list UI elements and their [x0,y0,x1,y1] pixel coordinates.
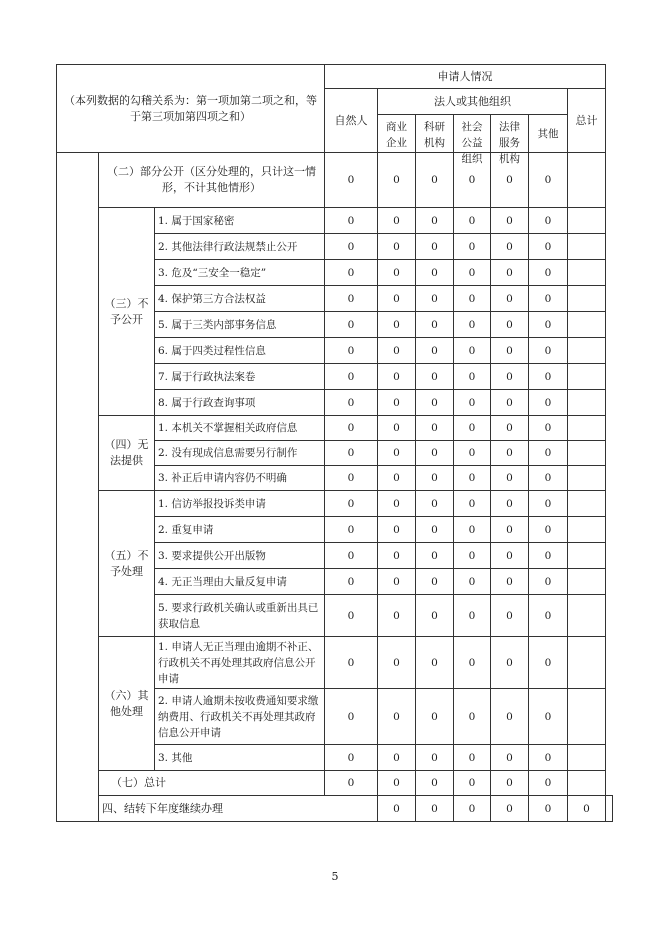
data-cell: 0 [454,771,491,796]
row-label: 3. 补正后申请内容仍不明确 [155,466,325,491]
data-cell: 0 [416,312,454,338]
data-cell: 0 [454,208,491,234]
data-cell: 0 [454,338,491,364]
data-cell: 0 [529,491,568,517]
data-cell: 0 [454,260,491,286]
data-cell: 0 [491,338,529,364]
data-cell: 0 [416,286,454,312]
data-cell: 0 [454,595,491,637]
data-cell [568,569,606,595]
data-cell: 0 [491,569,529,595]
data-cell: 0 [491,637,529,689]
commercial-header: 商业企业 [386,120,407,149]
data-cell: 0 [416,771,454,796]
data-cell: 0 [325,416,378,441]
data-cell [568,491,606,517]
data-cell [568,595,606,637]
data-cell: 0 [378,153,416,208]
data-cell [568,517,606,543]
data-cell: 0 [529,689,568,745]
data-cell: 0 [529,338,568,364]
data-cell: 0 [491,234,529,260]
data-cell: 0 [325,364,378,390]
data-cell: 0 [325,543,378,569]
data-cell: 0 [454,441,491,466]
data-cell: 0 [454,569,491,595]
data-cell: 0 [491,390,529,416]
data-cell: 0 [325,390,378,416]
data-cell: 0 [454,689,491,745]
carry-over-label: 四、结转下年度继续办理 [99,796,378,822]
data-cell: 0 [454,286,491,312]
data-cell: 0 [325,441,378,466]
data-cell [568,543,606,569]
row-label: 7. 属于行政执法案卷 [155,364,325,390]
row-label: 1. 信访举报投诉类申请 [155,491,325,517]
not-processed-label: （五）不予处理 [99,491,155,637]
data-cell [606,796,613,822]
natural-person-header: 自然人 [325,89,378,153]
data-cell [568,390,606,416]
row-label: 2. 没有现成信息需要另行制作 [155,441,325,466]
data-cell: 0 [529,796,568,822]
partial-disclosure-label: （二）部分公开（区分处理的，只计这一情形，不计其他情形） [99,153,325,208]
data-cell: 0 [529,771,568,796]
data-cell: 0 [378,689,416,745]
data-cell: 0 [416,466,454,491]
data-cell [568,689,606,745]
data-cell: 0 [416,689,454,745]
data-cell: 0 [378,491,416,517]
data-cell: 0 [529,312,568,338]
data-cell: 0 [325,260,378,286]
data-cell: 0 [454,796,491,822]
data-cell: 0 [529,153,568,208]
legal-service-header: 法律服务机构 [499,120,520,165]
data-cell: 0 [529,441,568,466]
data-cell: 0 [416,208,454,234]
data-cell: 0 [325,153,378,208]
data-cell: 0 [491,260,529,286]
data-cell: 0 [378,364,416,390]
data-cell: 0 [454,637,491,689]
data-cell: 0 [378,441,416,466]
data-cell [568,234,606,260]
data-cell: 0 [325,517,378,543]
data-cell: 0 [454,543,491,569]
data-cell: 0 [454,491,491,517]
data-cell: 0 [416,543,454,569]
data-cell: 0 [568,796,606,822]
relation-note: （本列数据的勾稽关系为：第一项加第二项之和，等于第三项加第四项之和） [57,65,325,153]
data-cell: 0 [529,260,568,286]
data-cell: 0 [378,569,416,595]
data-cell: 0 [416,637,454,689]
data-cell [568,466,606,491]
data-cell: 0 [491,796,529,822]
data-cell: 0 [491,491,529,517]
data-cell: 0 [378,338,416,364]
data-cell: 0 [491,689,529,745]
data-cell: 0 [325,595,378,637]
unable-label: （四）无法提供 [99,416,155,491]
data-cell: 0 [529,745,568,771]
data-cell [568,208,606,234]
data-cell: 0 [378,234,416,260]
data-cell: 0 [454,390,491,416]
data-cell: 0 [378,466,416,491]
data-cell: 0 [378,595,416,637]
other-processing-label: （六）其他处理 [99,637,155,771]
data-cell: 0 [416,234,454,260]
data-cell: 0 [416,595,454,637]
data-cell [568,338,606,364]
row-label: 6. 属于四类过程性信息 [155,338,325,364]
data-cell: 0 [325,637,378,689]
data-cell: 0 [454,312,491,338]
data-cell [568,771,606,796]
data-cell: 0 [529,466,568,491]
row-label: 1. 属于国家秘密 [155,208,325,234]
section-spacer [57,153,99,822]
row-label: 3. 其他 [155,745,325,771]
data-cell: 0 [416,260,454,286]
data-cell: 0 [491,153,529,208]
total-header: 总计 [568,89,606,153]
data-cell: 0 [416,153,454,208]
data-cell: 0 [491,745,529,771]
data-cell: 0 [454,364,491,390]
social-welfare-header: 社会公益组织 [461,120,483,165]
data-cell: 0 [491,595,529,637]
data-cell: 0 [416,796,454,822]
data-cell [568,416,606,441]
data-cell: 0 [491,286,529,312]
research-header: 科研机构 [424,120,445,149]
data-cell: 0 [529,390,568,416]
data-cell: 0 [325,771,378,796]
data-cell: 0 [325,466,378,491]
data-cell: 0 [529,517,568,543]
data-cell: 0 [529,286,568,312]
data-cell: 0 [529,569,568,595]
other-header: 其他 [529,115,568,153]
data-cell: 0 [325,491,378,517]
data-cell: 0 [378,390,416,416]
page-number: 5 [331,870,339,883]
data-cell: 0 [529,208,568,234]
data-cell: 0 [491,441,529,466]
data-cell: 0 [325,689,378,745]
data-cell: 0 [416,745,454,771]
row-label: 3. 危及“三安全一稳定” [155,260,325,286]
data-cell: 0 [378,260,416,286]
data-cell: 0 [378,771,416,796]
data-cell: 0 [529,416,568,441]
data-cell: 0 [378,517,416,543]
data-cell [568,364,606,390]
data-cell: 0 [454,153,491,208]
data-cell: 0 [416,491,454,517]
row-label: 4. 无正当理由大量反复申请 [155,569,325,595]
data-cell [568,153,606,208]
data-cell: 0 [529,364,568,390]
data-cell: 0 [378,416,416,441]
data-cell: 0 [454,745,491,771]
row-label: 2. 申请人逾期未按收费通知要求缴纳费用、行政机关不再处理其政府信息公开申请 [155,689,325,745]
row-label: 8. 属于行政查询事项 [155,390,325,416]
row-label: 3. 要求提供公开出版物 [155,543,325,569]
applicant-situation-header: 申请人情况 [325,65,606,89]
data-cell [568,637,606,689]
data-cell: 0 [378,745,416,771]
data-cell: 0 [416,416,454,441]
data-cell: 0 [454,234,491,260]
subtotal-label: （七）总计 [99,771,325,796]
data-cell: 0 [491,771,529,796]
not-public-label: （三）不予公开 [99,208,155,416]
data-cell [568,745,606,771]
data-cell: 0 [454,416,491,441]
data-cell [568,286,606,312]
row-label: 5. 要求行政机关确认或重新出具已获取信息 [155,595,325,637]
data-cell: 0 [378,543,416,569]
data-cell: 0 [529,595,568,637]
data-cell [568,312,606,338]
data-cell: 0 [491,208,529,234]
data-cell: 0 [378,286,416,312]
data-cell: 0 [416,569,454,595]
data-cell: 0 [378,312,416,338]
data-cell: 0 [416,364,454,390]
data-cell: 0 [378,208,416,234]
data-cell: 0 [325,338,378,364]
data-cell: 0 [416,517,454,543]
data-cell: 0 [325,286,378,312]
data-cell: 0 [491,466,529,491]
row-label: 2. 其他法律行政法规禁止公开 [155,234,325,260]
row-label: 1. 申请人无正当理由逾期不补正、行政机关不再处理其政府信息公开申请 [155,637,325,689]
data-cell: 0 [491,312,529,338]
data-cell: 0 [416,441,454,466]
disclosure-statistics-table [56,64,613,822]
data-cell: 0 [325,208,378,234]
row-label: 5. 属于三类内部事务信息 [155,312,325,338]
data-cell: 0 [325,569,378,595]
data-cell: 0 [491,364,529,390]
data-cell: 0 [378,796,416,822]
data-cell: 0 [378,637,416,689]
data-cell: 0 [529,637,568,689]
row-label: 4. 保护第三方合法权益 [155,286,325,312]
data-cell: 0 [491,416,529,441]
data-cell: 0 [491,517,529,543]
data-cell: 0 [325,745,378,771]
data-cell: 0 [416,338,454,364]
data-cell: 0 [454,517,491,543]
data-cell [568,260,606,286]
data-cell: 0 [416,390,454,416]
data-cell: 0 [325,312,378,338]
row-label: 1. 本机关不掌握相关政府信息 [155,416,325,441]
row-label: 2. 重复申请 [155,517,325,543]
data-cell: 0 [529,543,568,569]
data-cell: 0 [491,543,529,569]
data-cell: 0 [529,234,568,260]
data-cell: 0 [454,466,491,491]
legal-or-other-header: 法人或其他组织 [378,89,568,115]
data-cell [568,441,606,466]
data-cell: 0 [325,234,378,260]
